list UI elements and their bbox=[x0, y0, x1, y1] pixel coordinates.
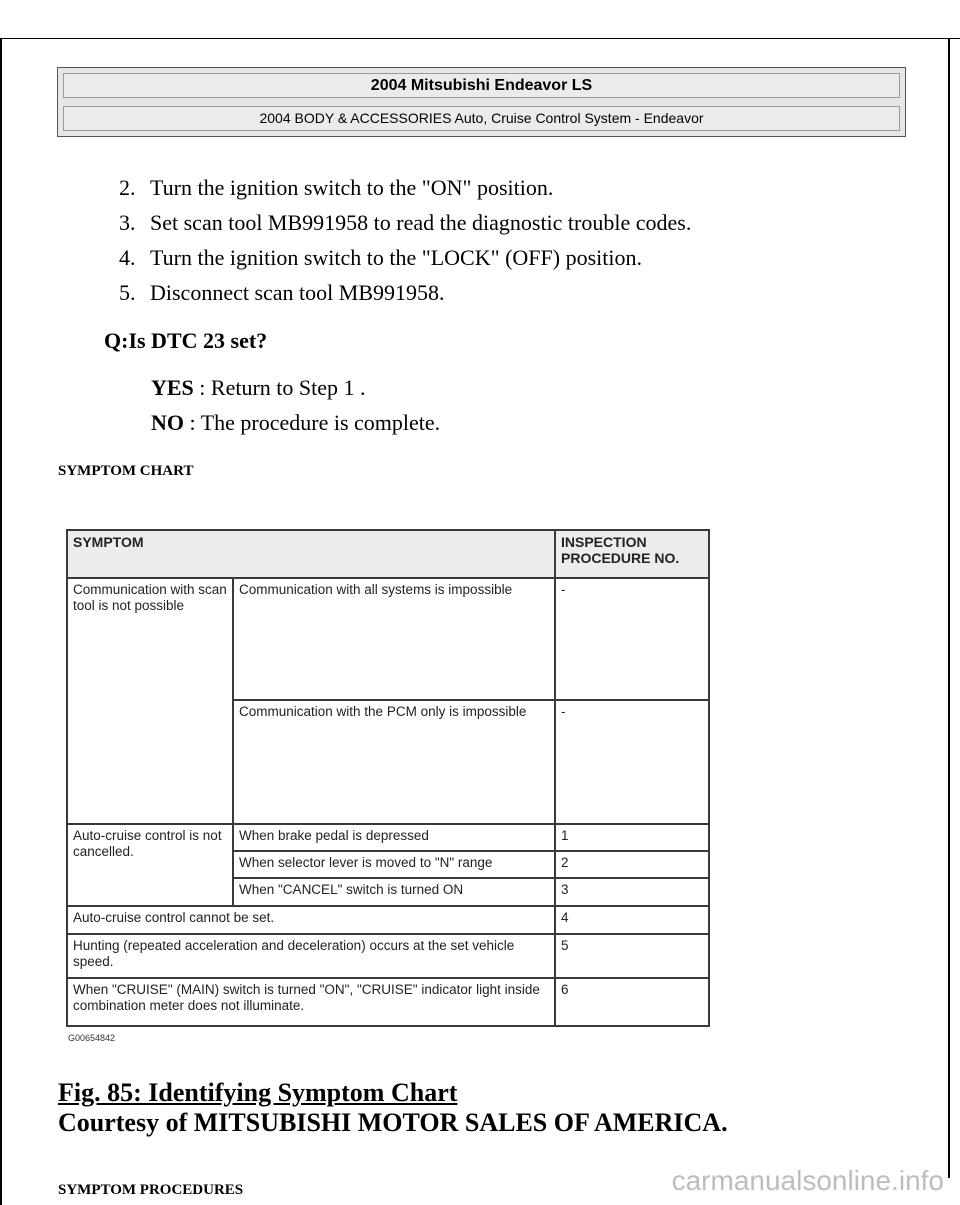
procedure-step bbox=[119, 175, 553, 201]
step-text: Turn the ignition switch to the "LOCK" (OFF) position. bbox=[150, 245, 643, 270]
procedure-cell: 5 bbox=[555, 934, 709, 978]
step-number: 3. bbox=[119, 210, 136, 235]
procedure-step bbox=[119, 280, 445, 306]
procedure-cell: 4 bbox=[555, 906, 709, 934]
figure-code: G00654842 bbox=[68, 1033, 116, 1043]
symptom-cell: Hunting (repeated acceleration and deceleration) occurs at the set vehicle speed. bbox=[67, 934, 555, 978]
procedure-cell: 6 bbox=[555, 978, 709, 1026]
symptom-cell: Auto-cruise control is not cancelled. bbox=[67, 824, 233, 906]
procedure-step bbox=[119, 245, 642, 271]
document-title: 2004 Mitsubishi Endeavor LS bbox=[63, 73, 900, 98]
table-row bbox=[67, 978, 709, 1026]
symptom-chart-table bbox=[66, 529, 710, 1027]
procedure-cell: - bbox=[555, 700, 709, 824]
answer-no bbox=[151, 410, 440, 436]
procedure-cell: 3 bbox=[555, 878, 709, 906]
header-symptom: SYMPTOM bbox=[67, 530, 555, 578]
detail-cell: When "CANCEL" switch is turned ON bbox=[233, 878, 555, 906]
watermark: carmanualsonline.info bbox=[671, 1165, 944, 1196]
step-number: 4. bbox=[119, 245, 136, 270]
answer-yes bbox=[151, 375, 366, 401]
document-subtitle: 2004 BODY & ACCESSORIES Auto, Cruise Control System - Endeavor bbox=[63, 106, 900, 131]
page-frame-top bbox=[0, 38, 960, 39]
detail-cell: When selector lever is moved to "N" range bbox=[233, 851, 555, 878]
section-heading-symptom-chart: SYMPTOM CHART bbox=[58, 463, 194, 479]
symptom-cell: Auto-cruise control cannot be set. bbox=[67, 906, 555, 934]
question: Q:Is DTC 23 set? bbox=[104, 328, 268, 353]
table-row bbox=[67, 578, 709, 700]
answer-text: : The procedure is complete. bbox=[184, 410, 441, 435]
detail-cell: Communication with all systems is impossible bbox=[233, 578, 555, 700]
step-number: 2. bbox=[119, 175, 136, 200]
answer-label: NO bbox=[151, 410, 184, 435]
header-procedure: INSPECTION PROCEDURE NO. bbox=[555, 530, 709, 578]
page-frame-left bbox=[0, 38, 2, 1205]
figure-courtesy: Courtesy of MITSUBISHI MOTOR SALES OF AMERICA. bbox=[58, 1108, 728, 1137]
step-text: Turn the ignition switch to the "ON" position. bbox=[150, 175, 554, 200]
figure-caption: Fig. 85: Identifying Symptom Chart bbox=[58, 1078, 458, 1107]
procedure-cell: 2 bbox=[555, 851, 709, 878]
detail-cell: Communication with the PCM only is impossible bbox=[233, 700, 555, 824]
table-row bbox=[67, 824, 709, 851]
table-row bbox=[67, 906, 709, 934]
step-number: 5. bbox=[119, 280, 136, 305]
step-text: Disconnect scan tool MB991958. bbox=[150, 280, 445, 305]
answer-label: YES bbox=[151, 375, 194, 400]
procedure-cell: 1 bbox=[555, 824, 709, 851]
symptom-cell: When "CRUISE" (MAIN) switch is turned "ON", "CRUISE" indicator light inside combination meter does not illuminate. bbox=[67, 978, 555, 1026]
procedure-cell: - bbox=[555, 578, 709, 700]
procedure-step bbox=[119, 210, 691, 236]
answer-text: : Return to Step 1 . bbox=[193, 375, 366, 400]
step-text: Set scan tool MB991958 to read the diagnostic trouble codes. bbox=[150, 210, 692, 235]
symptom-cell: Communication with scan tool is not possible bbox=[67, 578, 233, 824]
section-heading-symptom-procedures: SYMPTOM PROCEDURES bbox=[58, 1182, 244, 1198]
page-frame-right bbox=[948, 38, 950, 1178]
table-row bbox=[67, 934, 709, 978]
document-header bbox=[57, 67, 906, 137]
detail-cell: When brake pedal is depressed bbox=[233, 824, 555, 851]
table-header-row bbox=[67, 530, 709, 578]
